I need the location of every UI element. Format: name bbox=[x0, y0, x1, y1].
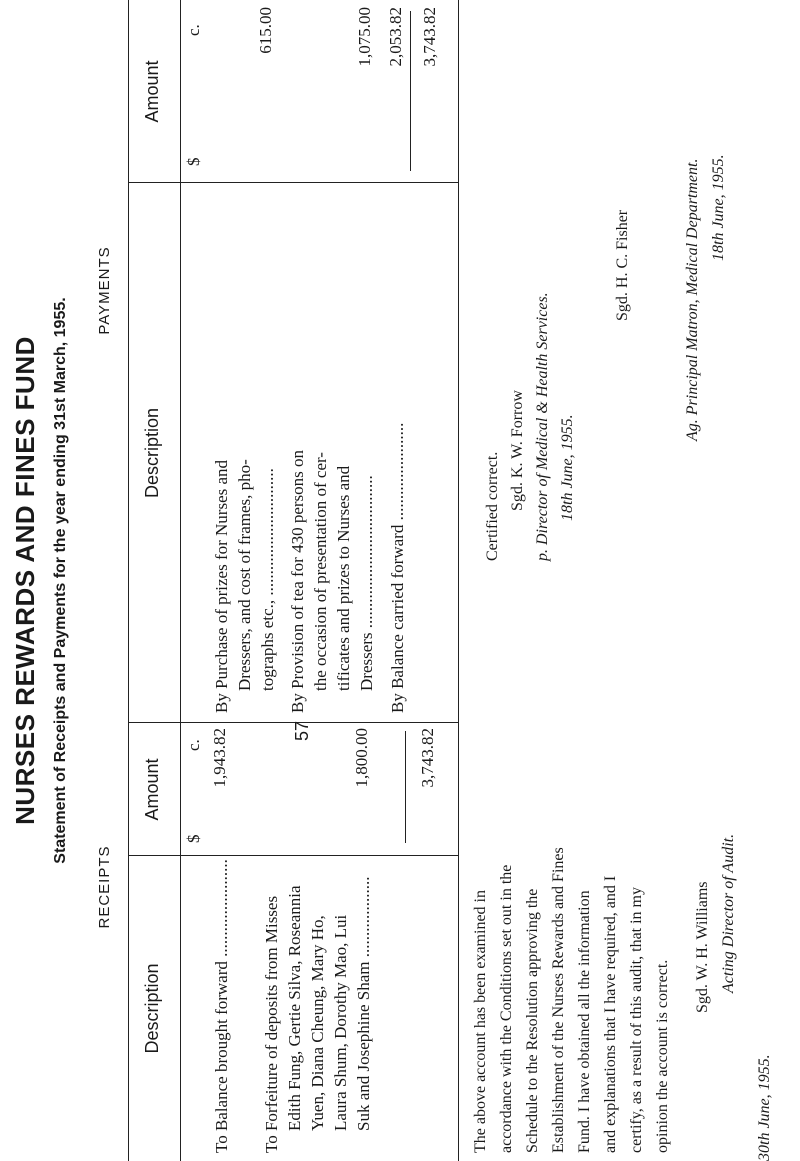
audit-signature: Sgd. W. H. Williams bbox=[694, 881, 711, 1013]
payment-item-1: By Purchase of prizes for Nurses and Dressers, and cost of frames, pho- tographs etc., .............................. bbox=[212, 459, 277, 713]
payments-description-header: Description bbox=[142, 407, 162, 499]
table-bottom-rule bbox=[458, 0, 459, 1161]
receipt-item-2-amount: 1,800.00 bbox=[352, 728, 371, 788]
payments-amount-header: Amount bbox=[142, 60, 162, 123]
page-title: NURSES REWARDS AND FINES FUND bbox=[10, 336, 40, 825]
matron-title: Ag. Principal Matron, Medical Department. bbox=[684, 158, 701, 441]
receipts-currency: $ bbox=[184, 834, 203, 843]
payments-total-rule bbox=[410, 11, 411, 171]
payments-amount-divider bbox=[128, 182, 458, 183]
payment-item-3: By Balance carried forward ....................... bbox=[388, 422, 407, 713]
audit-statement: The above account has been examined in accordance with the Conditions set out in the Schedule to the Resolution approving the Establishment of the Nurses Rewards and Fines Fund. I have obtained all the information and explanations that I have required, and I certify, as a result of this audit, that in my opinion the account is correct. bbox=[472, 847, 671, 1153]
table-top-rule bbox=[128, 0, 129, 1161]
payment-item-3-amount: 2,053.82 bbox=[386, 7, 405, 67]
receipts-amount-header: Amount bbox=[142, 758, 162, 821]
receipts-total-rule bbox=[405, 731, 406, 843]
payments-cents: c. bbox=[184, 24, 203, 36]
receipts-cents: c. bbox=[184, 739, 203, 751]
director-date: 18th June, 1955. bbox=[559, 414, 576, 521]
payment-item-2: By Provision of tea for 430 persons on the occasion of presentation of cer- tificates and prizes to Nurses and Dressers .................................... bbox=[288, 449, 376, 713]
payments-currency: $ bbox=[184, 157, 203, 166]
page-subtitle: Statement of Receipts and Payments for the year ending 31st March, 1955. bbox=[52, 297, 69, 864]
matron-date: 18th June, 1955. bbox=[710, 154, 727, 261]
payment-item-2-amount: 1,075.00 bbox=[355, 7, 374, 67]
payments-heading: PAYMENTS bbox=[96, 246, 113, 335]
receipts-heading: RECEIPTS bbox=[96, 845, 113, 929]
director-title: p. Director of Medical & Health Services. bbox=[534, 292, 551, 561]
audit-date: 30th June, 1955. bbox=[756, 1054, 773, 1161]
receipt-item-1: To Balance brought forward ....................... bbox=[212, 859, 231, 1153]
receipt-item-1-amount: 1,943.82 bbox=[210, 728, 229, 788]
receipts-total: 3,743.82 bbox=[418, 728, 437, 788]
table-header-rule bbox=[180, 0, 181, 1161]
director-signature: Sgd. K. W. Forrow bbox=[509, 390, 526, 511]
payments-total: 3,743.82 bbox=[420, 7, 439, 67]
receipts-description-header: Description bbox=[142, 963, 162, 1054]
payment-item-1-amount: 615.00 bbox=[256, 7, 275, 54]
matron-signature: Sgd. H. C. Fisher bbox=[614, 209, 631, 321]
receipts-amount-divider bbox=[128, 855, 458, 856]
audit-title: Acting Director of Audit. bbox=[720, 833, 737, 993]
receipt-item-2: To Forfeiture of deposits from Misses Edith Fung, Gertie Silva, Roseannia Yuen, Diana Cheung, Mary Ho, Laura Shum, Dorothy Mao, Lui Suk and Josephine Sham ................... bbox=[262, 876, 373, 1153]
certified-correct: Certified correct. bbox=[484, 451, 501, 561]
page-number: 57 bbox=[292, 720, 312, 741]
